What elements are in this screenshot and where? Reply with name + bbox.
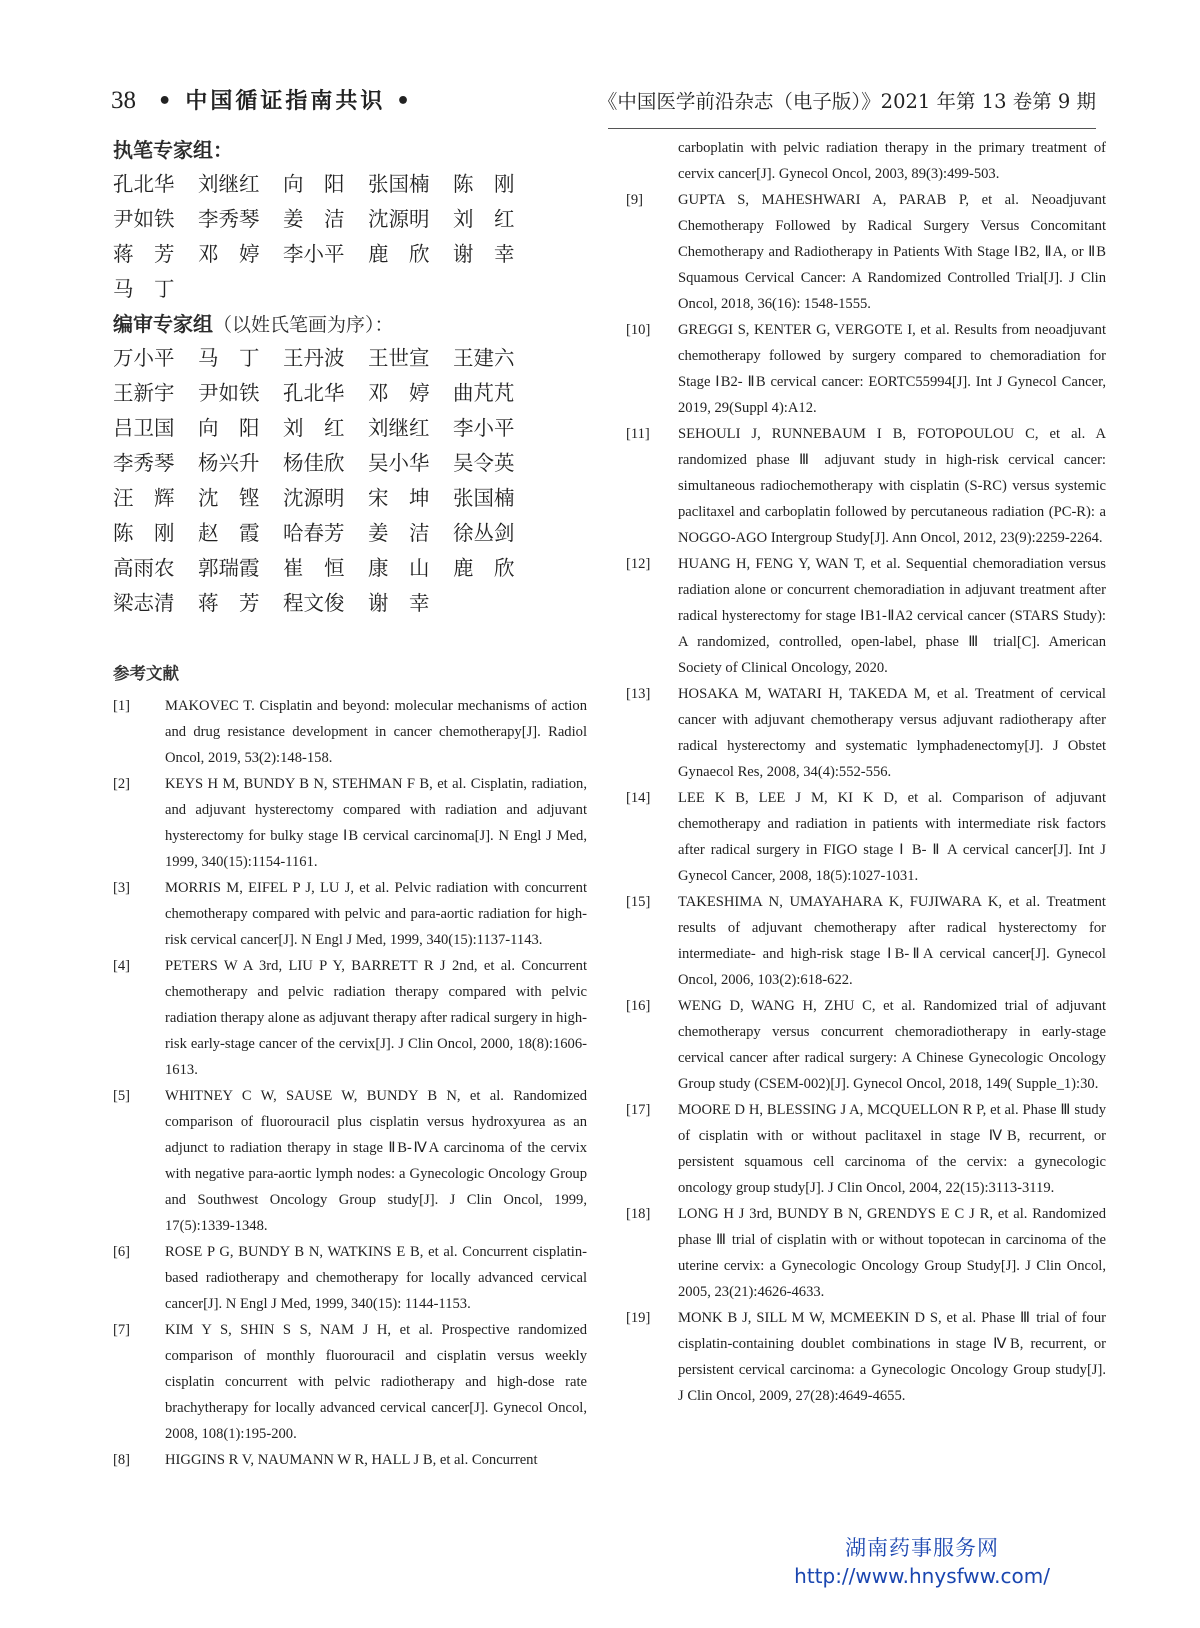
expert-name: 赵 霞 <box>198 521 260 545</box>
review-group-names <box>113 341 583 621</box>
reference-item <box>626 1305 1106 1409</box>
reference-item <box>113 771 587 875</box>
expert-name: 沈源明 <box>283 486 345 510</box>
names-row <box>113 516 583 551</box>
reference-item <box>626 1097 1106 1201</box>
expert-name: 刘 红 <box>453 207 515 231</box>
header-rule <box>608 128 1096 129</box>
reference-item <box>113 1317 587 1447</box>
expert-name: 吴令英 <box>453 451 515 475</box>
names-row <box>113 272 583 307</box>
reference-number: [6] <box>113 1244 131 1260</box>
watermark-url[interactable]: http://www.hnysfww.com/ <box>794 1564 1050 1588</box>
reference-text: TAKESHIMA N, UMAYAHARA K, FUJIWARA K, et al. Treatment results of adjuvant chemotherapy after radical hysterectomy for intermediate- and high-risk stage ⅠB-ⅡA cervical cancer[J]. Gynecol Oncol, 2006, 103(2):618-622. <box>678 894 1106 988</box>
expert-name: 杨兴升 <box>198 451 260 475</box>
expert-name: 刘继红 <box>198 172 260 196</box>
reference-number: [16] <box>626 998 651 1014</box>
expert-name: 李秀琴 <box>198 207 260 231</box>
references-list-left <box>113 693 587 1473</box>
expert-name: 王建六 <box>453 346 515 370</box>
names-row <box>113 446 583 481</box>
expert-name: 哈春芳 <box>283 521 345 545</box>
reference-item <box>113 953 587 1083</box>
expert-name: 邓 婷 <box>368 381 430 405</box>
expert-name: 沈 铿 <box>198 486 260 510</box>
expert-name: 向 阳 <box>283 172 345 196</box>
reference-item <box>626 993 1106 1097</box>
reference-text: PETERS W A 3rd, LIU P Y, BARRETT R J 2nd, et al. Concurrent chemotherapy and pelvic radiation therapy compared with pelvic radiation therapy alone as adjuvant therapy after radical surgery in high-risk early-stage cancer of the cervix[J]. J Clin Oncol, 2000, 18(8):1606-1613. <box>165 958 587 1078</box>
references-title: 参考文献 <box>113 664 179 683</box>
expert-name: 姜 洁 <box>283 207 345 231</box>
reference-text: HIGGINS R V, NAUMANN W R, HALL J B, et al. Concurrent <box>165 1452 538 1468</box>
reference-text: HOSAKA M, WATARI H, TAKEDA M, et al. Treatment of cervical cancer with adjuvant chemotherapy versus adjuvant radiotherapy after radical hysterectomy and systematic lymphadenectomy[J]. J Obstet Gynaecol Res, 2008, 34(4):552-556. <box>678 686 1106 780</box>
expert-name: 崔 恒 <box>283 556 345 580</box>
reference-item <box>626 1201 1106 1305</box>
left-column <box>113 133 587 1473</box>
names-row <box>113 341 583 376</box>
expert-name: 鹿 欣 <box>453 556 515 580</box>
reference-number: [4] <box>113 958 131 974</box>
reference-number: [18] <box>626 1206 651 1222</box>
reference-number: [11] <box>626 426 650 442</box>
reference-item <box>626 187 1106 317</box>
page-number: 38 <box>111 87 136 114</box>
expert-name: 陈 刚 <box>113 521 175 545</box>
expert-name: 马 丁 <box>113 277 175 301</box>
reference-item <box>626 681 1106 785</box>
writing-group-names <box>113 167 583 307</box>
reference-number: [14] <box>626 790 651 806</box>
reference-number: [7] <box>113 1322 131 1338</box>
reference-text: WHITNEY C W, SAUSE W, BUNDY B N, et al. Randomized comparison of fluorouracil plus cisplatin versus hydroxyurea as an adjunct to radiation therapy in stage ⅡB-ⅣA carcinoma of the cervix with negative para-aortic lymph nodes: a Gynecologic Oncology Group and Southwest Oncology Group study[J]. J Clin Oncol, 1999, 17(5):1339-1348. <box>165 1088 587 1234</box>
references-list-right <box>626 187 1106 1409</box>
names-row <box>113 481 583 516</box>
review-group-subtitle: （以姓氏笔画为序）： <box>213 314 394 336</box>
reference-number: [3] <box>113 880 131 896</box>
expert-name: 刘 红 <box>283 416 345 440</box>
expert-name: 张国楠 <box>453 486 515 510</box>
expert-name: 李秀琴 <box>113 451 175 475</box>
expert-name: 鹿 欣 <box>368 242 430 266</box>
reference-number: [15] <box>626 894 651 910</box>
expert-name: 郭瑞霞 <box>198 556 260 580</box>
reference-continuation: carboplatin with pelvic radiation therapy in the primary treatment of cervix cancer[J]. Gynecol Oncol, 2003, 89(3):499-503. <box>678 140 1106 182</box>
reference-text: GUPTA S, MAHESHWARI A, PARAB P, et al. Neoadjuvant Chemotherapy Followed by Radical Surgery Versus Concomitant Chemotherapy and Radiotherapy in Patients With Stage ⅠB2, ⅡA, or ⅡB Squamous Cervical Cancer: A Randomized Controlled Trial[J]. J Clin Oncol, 2018, 36(16): 1548-1555. <box>678 192 1106 312</box>
reference-item <box>626 785 1106 889</box>
names-row <box>113 237 583 272</box>
reference-text: GREGGI S, KENTER G, VERGOTE I, et al. Results from neoadjuvant chemotherapy followed by surgery compared to chemoradiation for Stage ⅠB2- ⅡB cervical cancer: EORTC55994[J]. Int J Gynecol Cancer, 2019, 29(Suppl 4):A12. <box>678 322 1106 416</box>
names-row <box>113 167 583 202</box>
reference-number: [9] <box>626 192 644 208</box>
expert-name: 姜 洁 <box>368 521 430 545</box>
expert-name: 高雨农 <box>113 556 175 580</box>
reference-number: [10] <box>626 322 651 338</box>
reference-item <box>113 1083 587 1239</box>
names-row <box>113 586 583 621</box>
reference-item <box>113 1447 587 1473</box>
reference-item <box>113 1239 587 1317</box>
expert-name: 刘继红 <box>368 416 430 440</box>
reference-number: [8] <box>113 1452 131 1468</box>
expert-name: 马 丁 <box>198 346 260 370</box>
reference-text: MORRIS M, EIFEL P J, LU J, et al. Pelvic radiation with concurrent chemotherapy compared with pelvic and para-aortic radiation for high-risk cervical cancer[J]. N Engl J Med, 1999, 340(15):1137-1143. <box>165 880 587 948</box>
expert-name: 邓 婷 <box>198 242 260 266</box>
review-group-title-text: 编审专家组 <box>113 312 213 336</box>
right-column <box>626 135 1106 1409</box>
watermark-name: 湖南药事服务网 <box>845 1536 1000 1560</box>
reference-text: LEE K B, LEE J M, KI K D, et al. Comparison of adjuvant chemotherapy and radiation in patients with intermediate risk factors after radical surgery in FIGO stage Ⅰ B- Ⅱ A cervical cancer[J]. Int J Gynecol Cancer, 2008, 18(5):1027-1031. <box>678 790 1106 884</box>
expert-name: 蒋 芳 <box>198 591 260 615</box>
names-row <box>113 551 583 586</box>
review-group-title <box>113 307 583 341</box>
names-row <box>113 411 583 446</box>
reference-text: MONK B J, SILL M W, MCMEEKIN D S, et al. Phase Ⅲ trial of four cisplatin-containing doublet combinations in stage ⅣB, recurrent, or persistent cervical carcinoma: a Gynecologic Oncology Group study[J]. J Clin Oncol, 2009, 27(28):4649-4655. <box>678 1310 1106 1404</box>
names-row <box>113 202 583 237</box>
reference-number: [5] <box>113 1088 131 1104</box>
expert-name: 万小平 <box>113 346 175 370</box>
expert-name: 宋 坤 <box>368 486 430 510</box>
reference-text: WENG D, WANG H, ZHU C, et al. Randomized trial of adjuvant chemotherapy versus concurrent chemoradiotherapy in early-stage cervical cancer after radical surgery: A Chinese Gynecologic Oncology Group study (CSEM-002)[J]. Gynecol Oncol, 2018, 149( Supple_1):30. <box>678 998 1106 1092</box>
reference-item <box>113 875 587 953</box>
page-header <box>111 80 1096 118</box>
expert-name: 徐丛剑 <box>453 521 515 545</box>
expert-name: 吴小华 <box>368 451 430 475</box>
reference-item <box>626 317 1106 421</box>
expert-name: 陈 刚 <box>453 172 515 196</box>
expert-name: 汪 辉 <box>113 486 175 510</box>
reference-item <box>626 421 1106 551</box>
reference-item <box>113 693 587 771</box>
reference-number: [17] <box>626 1102 651 1118</box>
reference-item <box>626 889 1106 993</box>
expert-name: 王新宇 <box>113 381 175 405</box>
reference-number: [1] <box>113 698 131 714</box>
site-watermark <box>794 1532 1050 1588</box>
journal-title: 《中国医学前沿杂志（电子版）》2021 年第 13 卷第 9 期 <box>597 90 1096 113</box>
reference-text: KIM Y S, SHIN S S, NAM J H, et al. Prospective randomized comparison of monthly fluorouracil and cisplatin versus weekly cisplatin concurrent with pelvic radiotherapy and high-dose rate brachytherapy for locally advanced cervical cancer[J]. Gynecol Oncol, 2008, 108(1):195-200. <box>165 1322 587 1442</box>
expert-name: 孔北华 <box>283 381 345 405</box>
reference-number: [19] <box>626 1310 651 1326</box>
reference-text: KEYS H M, BUNDY B N, STEHMAN F B, et al. Cisplatin, radiation, and adjuvant hysterectomy compared with radiation and adjuvant hysterectomy for bulky stage ⅠB cervical carcinoma[J]. N Engl J Med, 1999, 340(15):1154-1161. <box>165 776 587 870</box>
expert-name: 李小平 <box>283 242 345 266</box>
expert-name: 向 阳 <box>198 416 260 440</box>
expert-name: 李小平 <box>453 416 515 440</box>
names-row <box>113 376 583 411</box>
reference-text: LONG H J 3rd, BUNDY B N, GRENDYS E C J R, et al. Randomized phase Ⅲ trial of cisplatin with or without topotecan in carcinoma of the uterine cervix: a Gynecologic Oncology Group Study[J]. J Clin Oncol, 2005, 23(21):4626-4633. <box>678 1206 1106 1300</box>
reference-number: [13] <box>626 686 651 702</box>
expert-name: 谢 幸 <box>453 242 515 266</box>
writing-group-title: 执笔专家组： <box>113 138 233 162</box>
header-left <box>111 84 413 115</box>
expert-name: 王世宣 <box>368 346 430 370</box>
reference-item <box>626 551 1106 681</box>
expert-name: 梁志清 <box>113 591 175 615</box>
section-title: • 中国循证指南共识 • <box>157 89 414 114</box>
expert-name: 蒋 芳 <box>113 242 175 266</box>
expert-name: 沈源明 <box>368 207 430 231</box>
reference-text: MAKOVEC T. Cisplatin and beyond: molecular mechanisms of action and drug resistance development in cancer chemotherapy[J]. Radiol Oncol, 2019, 53(2):148-158. <box>165 698 587 766</box>
reference-number: [12] <box>626 556 651 572</box>
expert-name: 尹如铁 <box>113 207 175 231</box>
expert-name: 吕卫国 <box>113 416 175 440</box>
expert-name: 张国楠 <box>368 172 430 196</box>
reference-text: MOORE D H, BLESSING J A, MCQUELLON R P, et al. Phase Ⅲ study of cisplatin with or without paclitaxel in stage ⅣB, recurrent, or persistent squamous cell carcinoma of the cervix: a gynecologic oncology group study[J]. J Clin Oncol, 2004, 22(15):3113-3119. <box>678 1102 1106 1196</box>
reference-text: ROSE P G, BUNDY B N, WATKINS E B, et al. Concurrent cisplatin-based radiotherapy and chemotherapy for locally advanced cervical cancer[J]. N Engl J Med, 1999, 340(15): 1144-1153. <box>165 1244 587 1312</box>
expert-name: 尹如铁 <box>198 381 260 405</box>
reference-text: SEHOULI J, RUNNEBAUM I B, FOTOPOULOU C, et al. A randomized phase Ⅲ adjuvant study in high-risk cervical cancer: simultaneous radiochemotherapy with cisplatin (S-RC) versus systemic paclitaxel and carboplatin followed by percutaneous radiation (PC-R): a NOGGO-AGO Intergroup Study[J]. Ann Oncol, 2012, 23(9):2259-2264. <box>678 426 1106 546</box>
expert-name: 康 山 <box>368 556 430 580</box>
reference-text: HUANG H, FENG Y, WAN T, et al. Sequential chemoradiation versus radiation alone or concurrent chemoradiation in adjuvant treatment after radical hysterectomy for stage ⅠB1-ⅡA2 cervical cancer (STARS Study): A randomized, controlled, open-label, phase Ⅲ trial[C]. American Society of Clinical Oncology, 2020. <box>678 556 1106 676</box>
expert-name: 杨佳欣 <box>283 451 345 475</box>
expert-name: 谢 幸 <box>368 591 430 615</box>
expert-name: 孔北华 <box>113 172 175 196</box>
expert-name: 程文俊 <box>283 591 345 615</box>
expert-name: 王丹波 <box>283 346 345 370</box>
reference-number: [2] <box>113 776 131 792</box>
expert-name: 曲芃芃 <box>453 381 515 405</box>
